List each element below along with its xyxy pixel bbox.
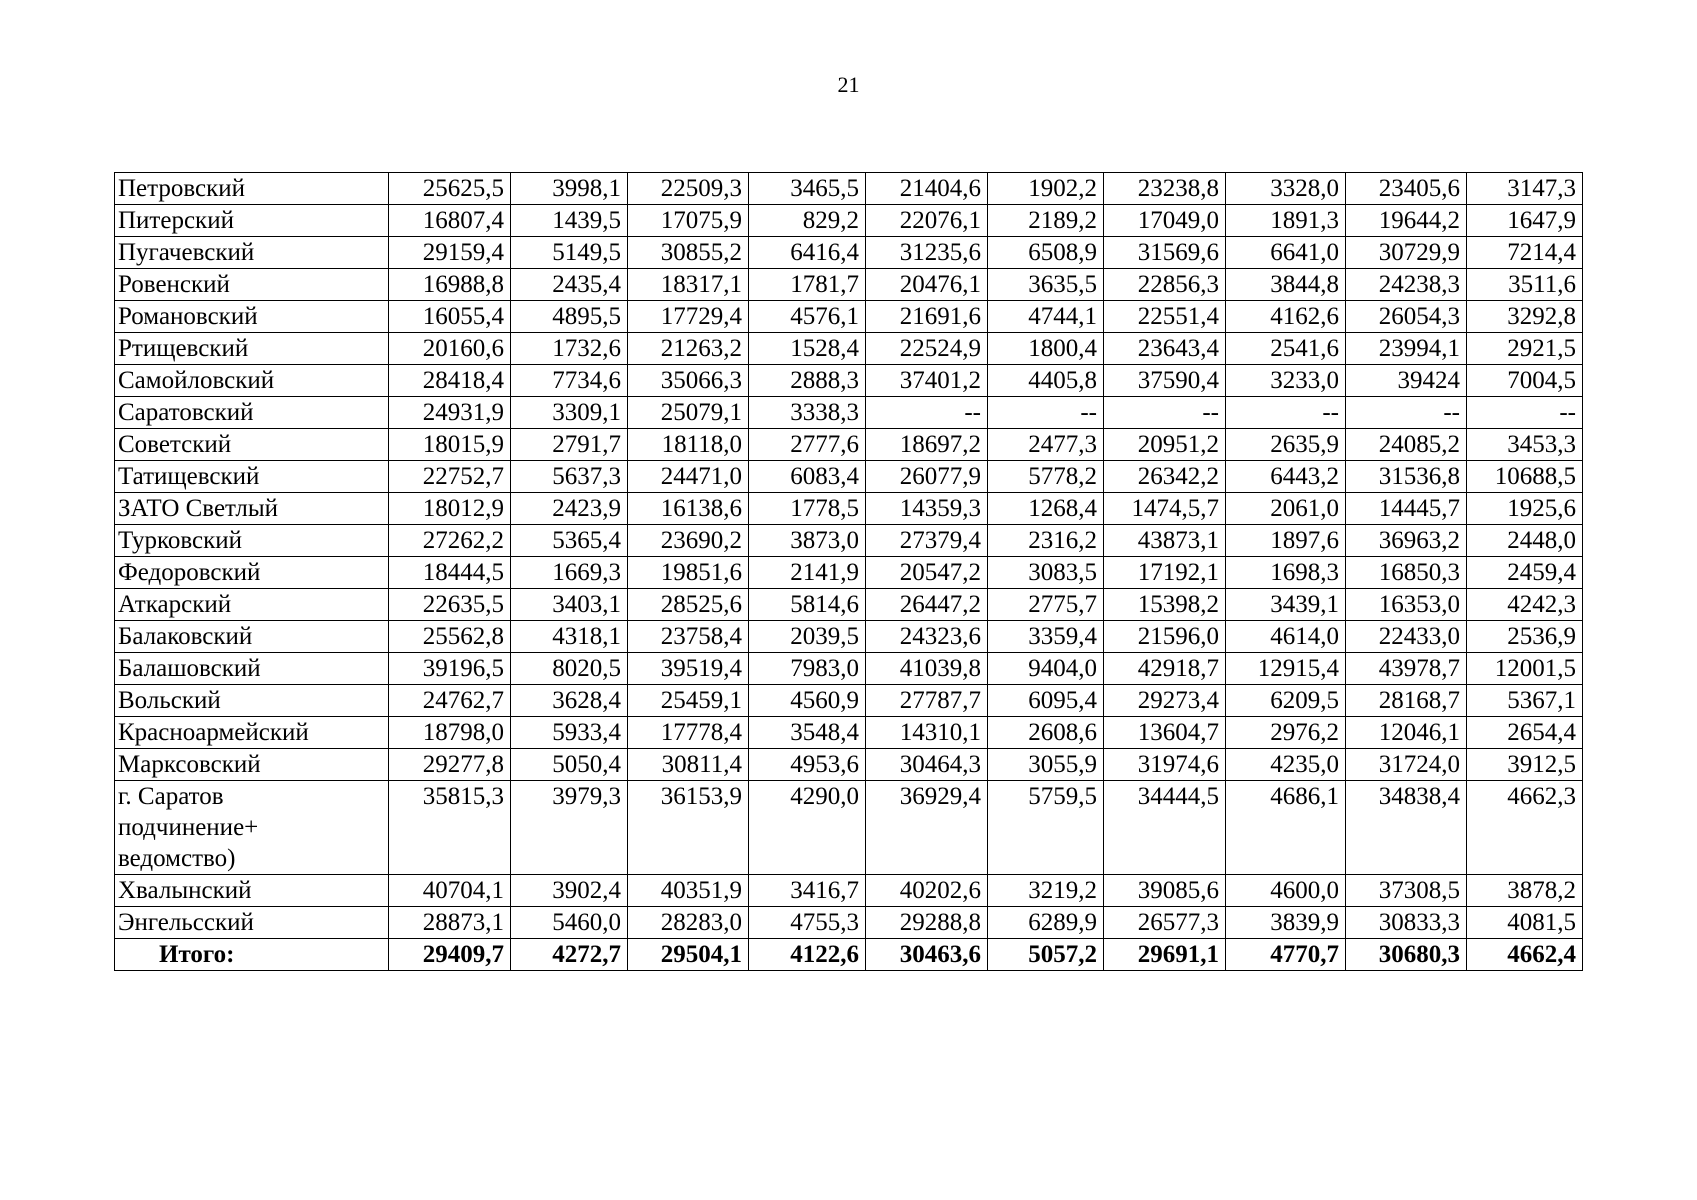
district-name-cell: Романовский	[115, 301, 389, 333]
value-cell: 2654,4	[1467, 717, 1583, 749]
value-cell: 3873,0	[749, 525, 866, 557]
value-cell: 3844,8	[1226, 269, 1346, 301]
value-cell: 1268,4	[988, 493, 1104, 525]
table-row	[115, 781, 1583, 875]
value-cell: 3292,8	[1467, 301, 1583, 333]
value-cell: 27262,2	[389, 525, 511, 557]
value-cell: 3055,9	[988, 749, 1104, 781]
district-name-cell: Итого:	[115, 939, 389, 971]
value-cell: 6209,5	[1226, 685, 1346, 717]
value-cell: 16138,6	[628, 493, 749, 525]
value-cell: 29277,8	[389, 749, 511, 781]
table-body	[115, 173, 1583, 971]
value-cell: 20547,2	[866, 557, 988, 589]
value-cell: 5365,4	[511, 525, 628, 557]
value-cell: 7734,6	[511, 365, 628, 397]
value-cell: 37308,5	[1346, 875, 1467, 907]
value-cell: 23690,2	[628, 525, 749, 557]
district-name-cell: Марксовский	[115, 749, 389, 781]
value-cell: 4290,0	[749, 781, 866, 875]
value-cell: 23643,4	[1104, 333, 1226, 365]
table-row	[115, 621, 1583, 653]
value-cell: 6416,4	[749, 237, 866, 269]
value-cell: 25625,5	[389, 173, 511, 205]
value-cell: 6095,4	[988, 685, 1104, 717]
value-cell: 26342,2	[1104, 461, 1226, 493]
salary-table	[114, 172, 1583, 971]
value-cell: 9404,0	[988, 653, 1104, 685]
value-cell: 2423,9	[511, 493, 628, 525]
value-cell: 24931,9	[389, 397, 511, 429]
value-cell: 17729,4	[628, 301, 749, 333]
value-cell: 4755,3	[749, 907, 866, 939]
table-row	[115, 493, 1583, 525]
value-cell: 2039,5	[749, 621, 866, 653]
value-cell: 3878,2	[1467, 875, 1583, 907]
value-cell: 27379,4	[866, 525, 988, 557]
value-cell: 4162,6	[1226, 301, 1346, 333]
value-cell: 35066,3	[628, 365, 749, 397]
value-cell: --	[1226, 397, 1346, 429]
value-cell: 24323,6	[866, 621, 988, 653]
value-cell: 3147,3	[1467, 173, 1583, 205]
district-name-cell: ЗАТО Светлый	[115, 493, 389, 525]
value-cell: 16850,3	[1346, 557, 1467, 589]
value-cell: 5814,6	[749, 589, 866, 621]
value-cell: 2976,2	[1226, 717, 1346, 749]
value-cell: --	[988, 397, 1104, 429]
value-cell: 3309,1	[511, 397, 628, 429]
value-cell: 29288,8	[866, 907, 988, 939]
value-cell: 22635,5	[389, 589, 511, 621]
table-row	[115, 749, 1583, 781]
value-cell: 29409,7	[389, 939, 511, 971]
value-cell: 40202,6	[866, 875, 988, 907]
value-cell: 43873,1	[1104, 525, 1226, 557]
value-cell: 1439,5	[511, 205, 628, 237]
value-cell: 5933,4	[511, 717, 628, 749]
value-cell: 30811,4	[628, 749, 749, 781]
value-cell: 4405,8	[988, 365, 1104, 397]
value-cell: 4662,3	[1467, 781, 1583, 875]
value-cell: 3219,2	[988, 875, 1104, 907]
value-cell: 17075,9	[628, 205, 749, 237]
value-cell: 14445,7	[1346, 493, 1467, 525]
value-cell: 4318,1	[511, 621, 628, 653]
value-cell: 22433,0	[1346, 621, 1467, 653]
value-cell: 1698,3	[1226, 557, 1346, 589]
table-row	[115, 397, 1583, 429]
table-row	[115, 557, 1583, 589]
value-cell: 1474,5,7	[1104, 493, 1226, 525]
value-cell: 18697,2	[866, 429, 988, 461]
value-cell: 23994,1	[1346, 333, 1467, 365]
value-cell: 16055,4	[389, 301, 511, 333]
value-cell: 2189,2	[988, 205, 1104, 237]
value-cell: 30729,9	[1346, 237, 1467, 269]
value-cell: 34838,4	[1346, 781, 1467, 875]
value-cell: 14310,1	[866, 717, 988, 749]
table-row	[115, 365, 1583, 397]
value-cell: 18798,0	[389, 717, 511, 749]
value-cell: 6641,0	[1226, 237, 1346, 269]
value-cell: 6289,9	[988, 907, 1104, 939]
value-cell: 2608,6	[988, 717, 1104, 749]
table-row	[115, 173, 1583, 205]
table-row	[115, 333, 1583, 365]
value-cell: 5778,2	[988, 461, 1104, 493]
value-cell: 22509,3	[628, 173, 749, 205]
value-cell: 3902,4	[511, 875, 628, 907]
value-cell: 2061,0	[1226, 493, 1346, 525]
value-cell: 39519,4	[628, 653, 749, 685]
value-cell: 4560,9	[749, 685, 866, 717]
value-cell: 30855,2	[628, 237, 749, 269]
value-cell: 22076,1	[866, 205, 988, 237]
value-cell: 3628,4	[511, 685, 628, 717]
table-row	[115, 717, 1583, 749]
value-cell: 2536,9	[1467, 621, 1583, 653]
value-cell: 5149,5	[511, 237, 628, 269]
value-cell: 4576,1	[749, 301, 866, 333]
district-name-cell: Балашовский	[115, 653, 389, 685]
value-cell: 2459,4	[1467, 557, 1583, 589]
table-row	[115, 875, 1583, 907]
district-name-cell: Хвалынский	[115, 875, 389, 907]
value-cell: 39085,6	[1104, 875, 1226, 907]
value-cell: 18317,1	[628, 269, 749, 301]
district-name-cell: Красноармейский	[115, 717, 389, 749]
value-cell: 6083,4	[749, 461, 866, 493]
value-cell: 31974,6	[1104, 749, 1226, 781]
value-cell: 26577,3	[1104, 907, 1226, 939]
value-cell: 3511,6	[1467, 269, 1583, 301]
value-cell: 1897,6	[1226, 525, 1346, 557]
district-name-cell: Федоровский	[115, 557, 389, 589]
value-cell: 2316,2	[988, 525, 1104, 557]
value-cell: 37401,2	[866, 365, 988, 397]
value-cell: 26054,3	[1346, 301, 1467, 333]
value-cell: 5050,4	[511, 749, 628, 781]
value-cell: 10688,5	[1467, 461, 1583, 493]
value-cell: 5759,5	[988, 781, 1104, 875]
table-row	[115, 589, 1583, 621]
district-name-cell: Самойловский	[115, 365, 389, 397]
value-cell: 12046,1	[1346, 717, 1467, 749]
value-cell: 829,2	[749, 205, 866, 237]
value-cell: 4744,1	[988, 301, 1104, 333]
district-name-cell: Петровский	[115, 173, 389, 205]
value-cell: 28168,7	[1346, 685, 1467, 717]
value-cell: 30463,6	[866, 939, 988, 971]
value-cell: 1778,5	[749, 493, 866, 525]
value-cell: 3635,5	[988, 269, 1104, 301]
value-cell: 20476,1	[866, 269, 988, 301]
value-cell: 19644,2	[1346, 205, 1467, 237]
value-cell: 30680,3	[1346, 939, 1467, 971]
total-row	[115, 939, 1583, 971]
value-cell: 2448,0	[1467, 525, 1583, 557]
district-name-cell: Ровенский	[115, 269, 389, 301]
value-cell: 40704,1	[389, 875, 511, 907]
value-cell: --	[1467, 397, 1583, 429]
value-cell: 23238,8	[1104, 173, 1226, 205]
value-cell: 28873,1	[389, 907, 511, 939]
value-cell: 3453,3	[1467, 429, 1583, 461]
value-cell: 28418,4	[389, 365, 511, 397]
value-cell: 12001,5	[1467, 653, 1583, 685]
value-cell: 6508,9	[988, 237, 1104, 269]
value-cell: 23405,6	[1346, 173, 1467, 205]
value-cell: 2777,6	[749, 429, 866, 461]
value-cell: 25562,8	[389, 621, 511, 653]
value-cell: 17778,4	[628, 717, 749, 749]
value-cell: 16988,8	[389, 269, 511, 301]
value-cell: 2141,9	[749, 557, 866, 589]
value-cell: 4081,5	[1467, 907, 1583, 939]
value-cell: 43978,7	[1346, 653, 1467, 685]
value-cell: 8020,5	[511, 653, 628, 685]
value-cell: 5460,0	[511, 907, 628, 939]
district-name-cell: Татищевский	[115, 461, 389, 493]
value-cell: 41039,8	[866, 653, 988, 685]
district-name-cell: г. Саратов подчинение+ ведомство)	[115, 781, 389, 875]
table-row	[115, 301, 1583, 333]
value-cell: 1647,9	[1467, 205, 1583, 237]
value-cell: 29504,1	[628, 939, 749, 971]
value-cell: 28525,6	[628, 589, 749, 621]
value-cell: 3083,5	[988, 557, 1104, 589]
value-cell: 24471,0	[628, 461, 749, 493]
value-cell: 3359,4	[988, 621, 1104, 653]
value-cell: 42918,7	[1104, 653, 1226, 685]
value-cell: 4614,0	[1226, 621, 1346, 653]
value-cell: 27787,7	[866, 685, 988, 717]
table-row	[115, 685, 1583, 717]
value-cell: 3416,7	[749, 875, 866, 907]
value-cell: 3839,9	[1226, 907, 1346, 939]
value-cell: 1891,3	[1226, 205, 1346, 237]
value-cell: 26077,9	[866, 461, 988, 493]
value-cell: 1925,6	[1467, 493, 1583, 525]
value-cell: 18444,5	[389, 557, 511, 589]
district-name-cell: Турковский	[115, 525, 389, 557]
district-name-cell: Советский	[115, 429, 389, 461]
value-cell: 25079,1	[628, 397, 749, 429]
value-cell: 39196,5	[389, 653, 511, 685]
value-cell: 24762,7	[389, 685, 511, 717]
value-cell: 4235,0	[1226, 749, 1346, 781]
value-cell: 21404,6	[866, 173, 988, 205]
value-cell: 14359,3	[866, 493, 988, 525]
value-cell: 7214,4	[1467, 237, 1583, 269]
value-cell: 20160,6	[389, 333, 511, 365]
value-cell: 2791,7	[511, 429, 628, 461]
value-cell: 5637,3	[511, 461, 628, 493]
value-cell: 26447,2	[866, 589, 988, 621]
value-cell: 3979,3	[511, 781, 628, 875]
value-cell: 13604,7	[1104, 717, 1226, 749]
value-cell: 18012,9	[389, 493, 511, 525]
value-cell: 22524,9	[866, 333, 988, 365]
value-cell: 36153,9	[628, 781, 749, 875]
district-name-cell: Вольский	[115, 685, 389, 717]
value-cell: 5367,1	[1467, 685, 1583, 717]
value-cell: 17049,0	[1104, 205, 1226, 237]
value-cell: 37590,4	[1104, 365, 1226, 397]
value-cell: 18015,9	[389, 429, 511, 461]
value-cell: 22752,7	[389, 461, 511, 493]
value-cell: 2635,9	[1226, 429, 1346, 461]
value-cell: 3548,4	[749, 717, 866, 749]
value-cell: 1781,7	[749, 269, 866, 301]
value-cell: 20951,2	[1104, 429, 1226, 461]
value-cell: 7004,5	[1467, 365, 1583, 397]
value-cell: 30464,3	[866, 749, 988, 781]
value-cell: 29691,1	[1104, 939, 1226, 971]
value-cell: 2541,6	[1226, 333, 1346, 365]
value-cell: 3233,0	[1226, 365, 1346, 397]
value-cell: 2477,3	[988, 429, 1104, 461]
value-cell: 6443,2	[1226, 461, 1346, 493]
district-name-cell: Аткарский	[115, 589, 389, 621]
value-cell: 17192,1	[1104, 557, 1226, 589]
value-cell: 5057,2	[988, 939, 1104, 971]
value-cell: 24085,2	[1346, 429, 1467, 461]
value-cell: 25459,1	[628, 685, 749, 717]
value-cell: 2921,5	[1467, 333, 1583, 365]
value-cell: 2435,4	[511, 269, 628, 301]
value-cell: 1669,3	[511, 557, 628, 589]
value-cell: 15398,2	[1104, 589, 1226, 621]
value-cell: --	[866, 397, 988, 429]
value-cell: 23758,4	[628, 621, 749, 653]
value-cell: 16353,0	[1346, 589, 1467, 621]
value-cell: 31569,6	[1104, 237, 1226, 269]
value-cell: 3403,1	[511, 589, 628, 621]
value-cell: --	[1104, 397, 1226, 429]
value-cell: 4770,7	[1226, 939, 1346, 971]
table-row	[115, 907, 1583, 939]
table-row	[115, 205, 1583, 237]
value-cell: 31536,8	[1346, 461, 1467, 493]
table-row	[115, 429, 1583, 461]
value-cell: 39424	[1346, 365, 1467, 397]
value-cell: 3912,5	[1467, 749, 1583, 781]
district-name-cell: Балаковский	[115, 621, 389, 653]
value-cell: 1902,2	[988, 173, 1104, 205]
value-cell: 22551,4	[1104, 301, 1226, 333]
value-cell: 22856,3	[1104, 269, 1226, 301]
value-cell: 18118,0	[628, 429, 749, 461]
district-name-cell: Ртищевский	[115, 333, 389, 365]
value-cell: 7983,0	[749, 653, 866, 685]
value-cell: 21596,0	[1104, 621, 1226, 653]
table-row	[115, 525, 1583, 557]
value-cell: 21691,6	[866, 301, 988, 333]
value-cell: 4953,6	[749, 749, 866, 781]
value-cell: 1528,4	[749, 333, 866, 365]
value-cell: 4122,6	[749, 939, 866, 971]
value-cell: 35815,3	[389, 781, 511, 875]
table-row	[115, 269, 1583, 301]
value-cell: 3328,0	[1226, 173, 1346, 205]
value-cell: 3998,1	[511, 173, 628, 205]
value-cell: 29159,4	[389, 237, 511, 269]
district-name-cell: Питерский	[115, 205, 389, 237]
value-cell: 3465,5	[749, 173, 866, 205]
value-cell: 4242,3	[1467, 589, 1583, 621]
value-cell: 2888,3	[749, 365, 866, 397]
value-cell: 36963,2	[1346, 525, 1467, 557]
value-cell: 16807,4	[389, 205, 511, 237]
value-cell: 2775,7	[988, 589, 1104, 621]
value-cell: 1800,4	[988, 333, 1104, 365]
value-cell: 24238,3	[1346, 269, 1467, 301]
value-cell: 30833,3	[1346, 907, 1467, 939]
value-cell: 31235,6	[866, 237, 988, 269]
district-name-cell: Саратовский	[115, 397, 389, 429]
value-cell: 4662,4	[1467, 939, 1583, 971]
table-row	[115, 237, 1583, 269]
value-cell: 21263,2	[628, 333, 749, 365]
value-cell: 19851,6	[628, 557, 749, 589]
page-number: 21	[837, 72, 860, 97]
value-cell: 34444,5	[1104, 781, 1226, 875]
value-cell: 31724,0	[1346, 749, 1467, 781]
value-cell: 36929,4	[866, 781, 988, 875]
table-row	[115, 653, 1583, 685]
value-cell: 3439,1	[1226, 589, 1346, 621]
value-cell: 29273,4	[1104, 685, 1226, 717]
value-cell: 4600,0	[1226, 875, 1346, 907]
value-cell: 1732,6	[511, 333, 628, 365]
district-name-cell: Пугачевский	[115, 237, 389, 269]
table-row	[115, 461, 1583, 493]
value-cell: 4272,7	[511, 939, 628, 971]
value-cell: 4895,5	[511, 301, 628, 333]
value-cell: 12915,4	[1226, 653, 1346, 685]
value-cell: 4686,1	[1226, 781, 1346, 875]
value-cell: 40351,9	[628, 875, 749, 907]
value-cell: --	[1346, 397, 1467, 429]
district-name-cell: Энгельсский	[115, 907, 389, 939]
value-cell: 28283,0	[628, 907, 749, 939]
value-cell: 3338,3	[749, 397, 866, 429]
